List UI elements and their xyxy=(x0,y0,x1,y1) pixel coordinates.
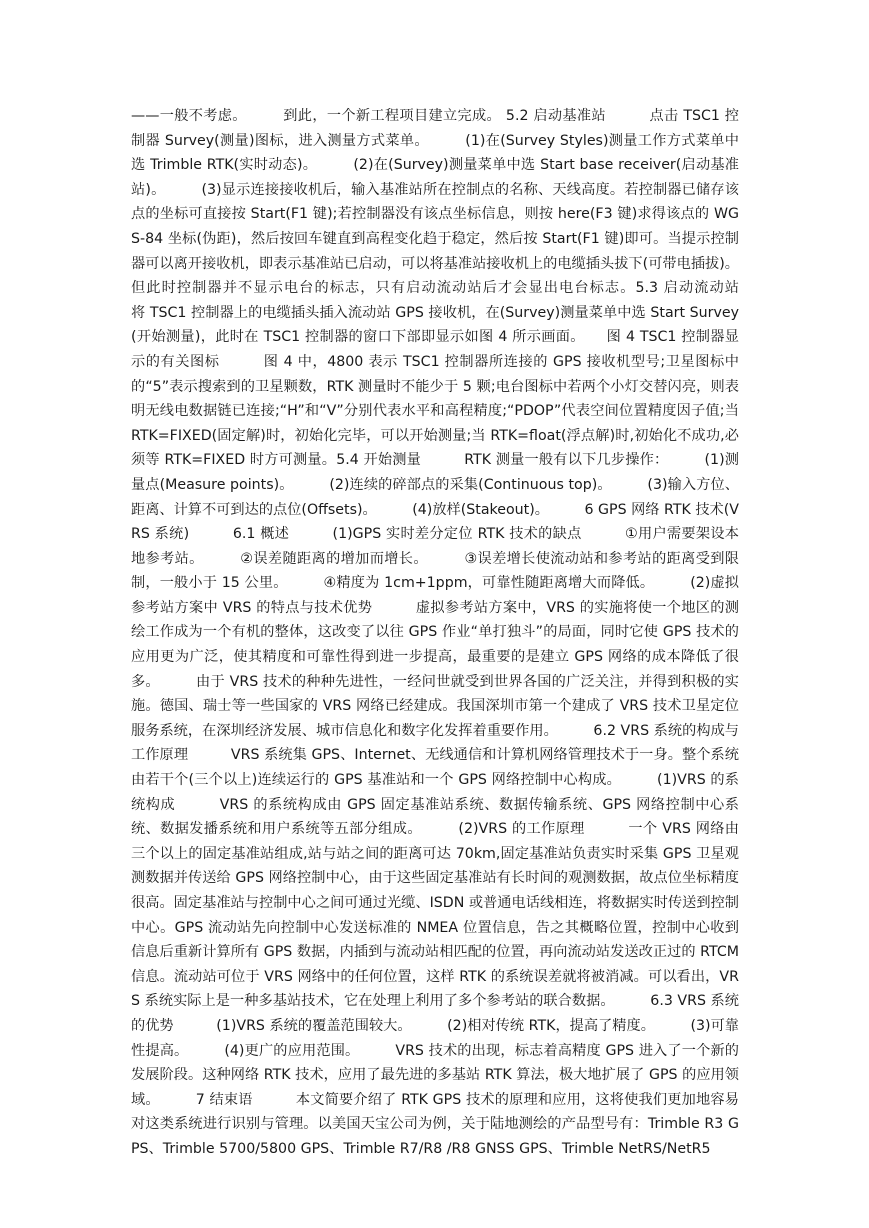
document-body-text: ——一般不考虑。 到此，一个新工程项目建立完成。 5.2 启动基准站 点击 TSC1 控制器 Survey(测量)图标，进入测量方式菜单。 (1)在(Survey Styles)测量工作方式菜单中选 Trimble RTK(实时动态)。 (2)在(Survey)测量菜单中选 Start base receiver(启动基准站)。 (3)显示连接接收机后，输入基准站所在控制点的名称、天线高度。若控制器已储存该点的坐标可直接按 Start(F1 键);若控制器没有该点坐标信息，则按 here(F3 键)求得该点的 WGS-84 坐标(伪距)，然后按回车键直到高程变化趋于稳定，然后按 Start(F1 键)即可。当提示控制器可以离开接收机，即表示基准站已启动，可以将基准站接收机上的电缆插头拔下(可带电插拔)。但此时控制器并不显示电台的标志，只有启动流动站后才会显出电台标志。5.3 启动流动站 将 TSC1 控制器上的电缆插头插入流动站 GPS 接收机，在(Survey)测量菜单中选 Start Survey(开始测量)，此时在 TSC1 控制器的窗口下部即显示如图 4 所示画面。 图 4 TSC1 控制器显示的有关图标 图 4 中，4800 表示 TSC1 控制器所连接的 GPS 接收机型号;卫星图标中的“5”表示搜索到的卫星颗数，RTK 测量时不能少于 5 颗;电台图标中若两个小灯交替闪亮，则表明无线电数据链已连接;“H”和“V”分别代表水平和高程精度;“PDOP”代表空间位置精度因子值;当 RTK=FIXED(固定解)时，初始化完毕，可以开始测量;当 RTK=float(浮点解)时,初始化不成功,必须等 RTK=FIXED 时方可测量。5.4 开始测量 RTK 测量一般有以下几步操作： (1)测量点(Measure points)。 (2)连续的碎部点的采集(Continuous top)。 (3)输入方位、距离、计算不可到达的点位(Offsets)。 (4)放样(Stakeout)。 6 GPS 网络 RTK 技术(VRS 系统) 6.1 概述 (1)GPS 实时差分定位 RTK 技术的缺点 ①用户需要架设本地参考站。 ②误差随距离的增加而增长。 ③误差增长使流动站和参考站的距离受到限制，一般小于 15 公里。 ④精度为 1cm+1ppm，可靠性随距离增大而降低。 (2)虚拟参考站方案中 VRS 的特点与技术优势 虚拟参考站方案中，VRS 的实施将使一个地区的测绘工作成为一个有机的整体，这改变了以往 GPS 作业“单打独斗”的局面，同时它使 GPS 技术的应用更为广泛，使其精度和可靠性得到进一步提高，最重要的是建立 GPS 网络的成本降低了很多。 由于 VRS 技术的种种先进性，一经问世就受到世界各国的广泛关注，并得到积极的实施。德国、瑞士等一些国家的 VRS 网络已经建成。我国深圳市第一个建成了 VRS 技术卫星定位服务系统，在深圳经济发展、城市信息化和数字化发挥着重要作用。 6.2 VRS 系统的构成与工作原理 VRS 系统集 GPS、Internet、无线通信和计算机网络管理技术于一身。整个系统由若干个(三个以上)连续运行的 GPS 基准站和一个 GPS 网络控制中心构成。 (1)VRS 的系统构成 VRS 的系统构成由 GPS 固定基准站系统、数据传输系统、GPS 网络控制中心系统、数据发播系统和用户系统等五部分组成。 (2)VRS 的工作原理 一个 VRS 网络由三个以上的固定基准站组成,站与站之间的距离可达 70km,固定基准站负责实时采集 GPS 卫星观测数据并传送给 GPS 网络控制中心，由于这些固定基准站有长时间的观测数据，故点位坐标精度很高。固定基准站与控制中心之间可通过光缆、ISDN 或普通电话线相连，将数据实时传送到控制中心。GPS 流动站先向控制中心发送标准的 NMEA 位置信息，告之其概略位置，控制中心收到信息后重新计算所有 GPS 数据，内插到与流动站相匹配的位置，再向流动站发送改正过的 RTCM 信息。流动站可位于 VRS 网络中的任何位置，这样 RTK 的系统误差就将被消减。可以看出，VRS 系统实际上是一种多基站技术，它在处理上利用了多个参考站的联合数据。 6.3 VRS 系统的优势 (1)VRS 系统的覆盖范围较大。 (2)相对传统 RTK，提高了精度。 (3)可靠性提高。 (4)更广的应用范围。 VRS 技术的出现，标志着高精度 GPS 进入了一个新的发展阶段。这种网络 RTK 技术，应用了最先进的多基站 RTK 算法，极大地扩展了 GPS 的应用领域。 7 结束语 本文简要介绍了 RTK GPS 技术的原理和应用，这将使我们更加地容易对这类系统进行识别与管理。以美国天宝公司为例，关于陆地测绘的产品型号有：Trimble R3 GPS、Trimble 5700/5800 GPS、Trimble R7/R8 /R8 GNSS GPS、Trimble NetRS/NetR5 xyxy=(131,108,782,1157)
